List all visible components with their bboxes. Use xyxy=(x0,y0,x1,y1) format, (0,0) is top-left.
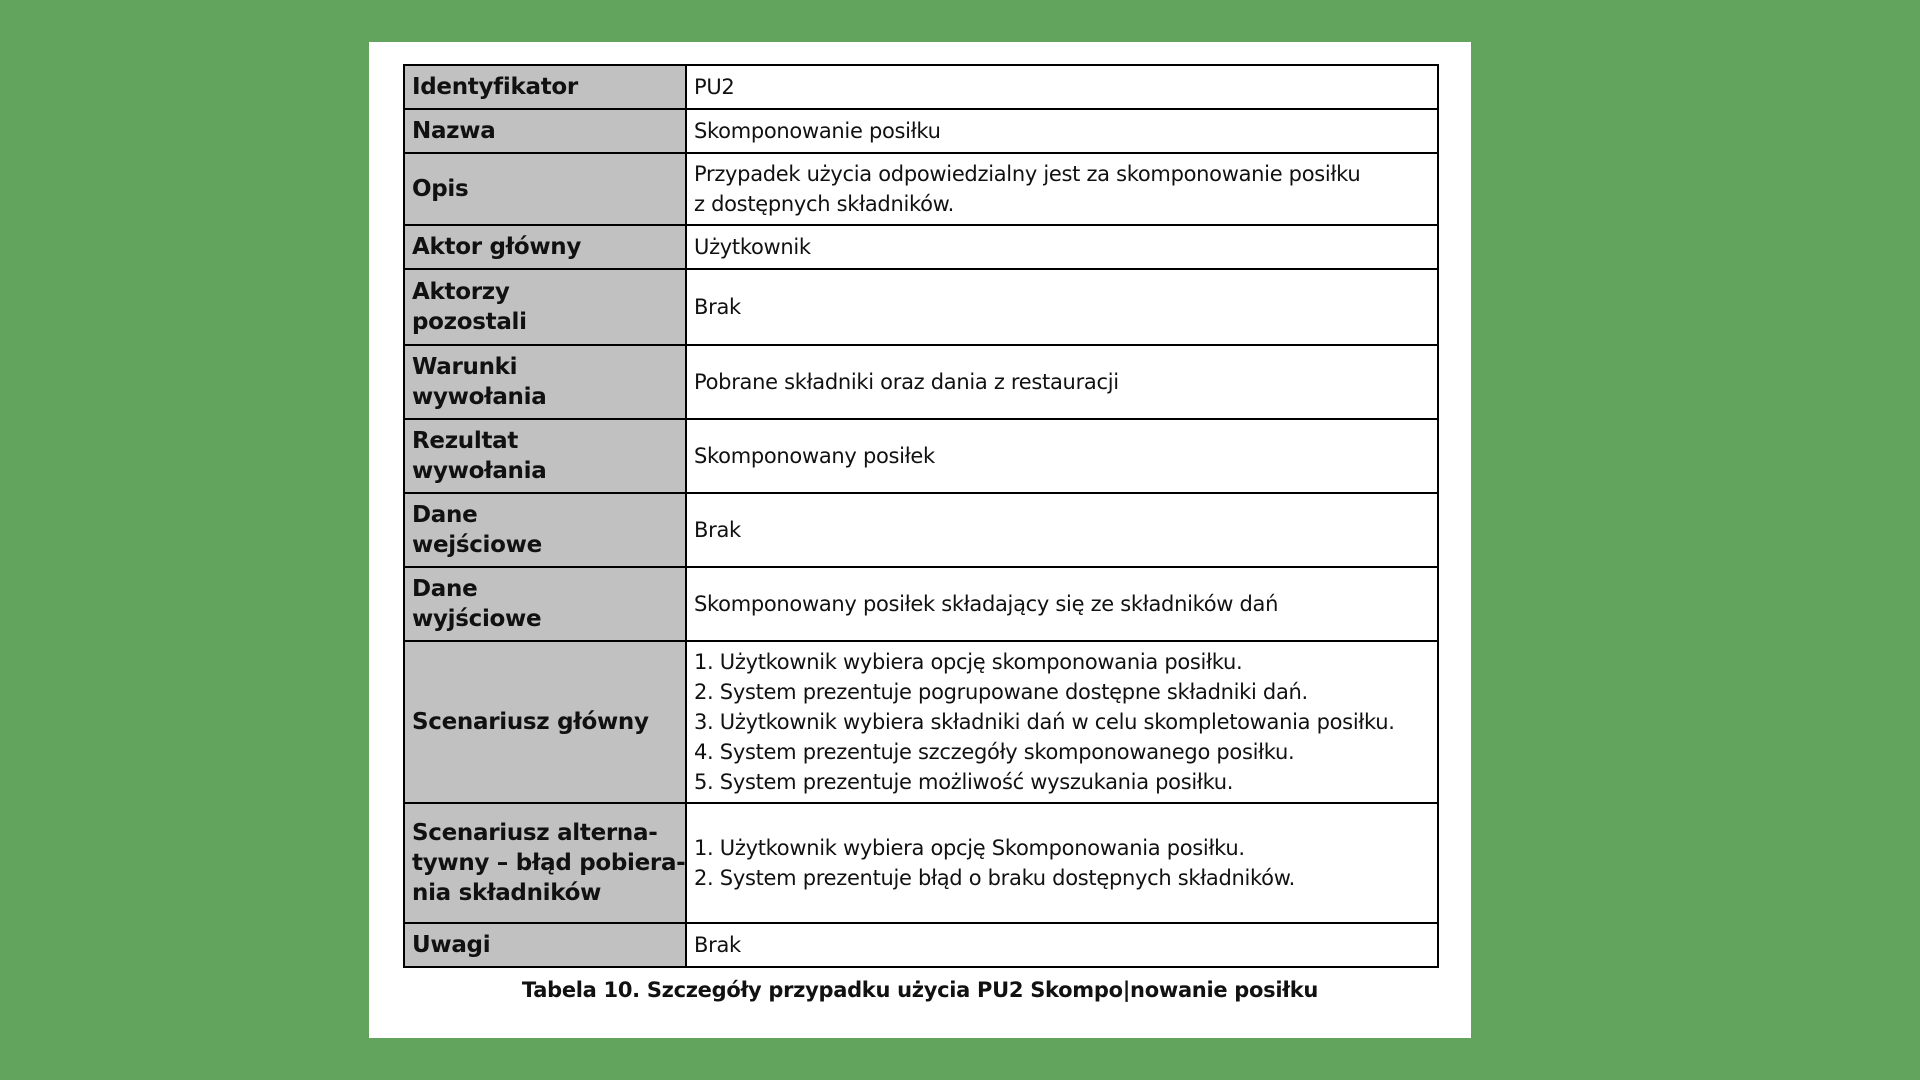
row-dane-wejsciowe xyxy=(404,493,1438,567)
row-aktor-glowny xyxy=(404,225,1438,269)
row-value: Pobrane składniki oraz dania z restauracji xyxy=(686,345,1438,419)
row-scenariusz-glowny xyxy=(404,641,1438,803)
row-rezultat-wywolania xyxy=(404,419,1438,493)
row-scenariusz-alternatywny xyxy=(404,803,1438,923)
row-dane-wyjsciowe xyxy=(404,567,1438,641)
row-label: Scenariusz główny xyxy=(404,641,686,803)
row-value: 1. Użytkownik wybiera opcję Skomponowania posiłku. 2. System prezentuje błąd o braku dostępnych składników. xyxy=(686,803,1438,923)
row-label: Dane wyjściowe xyxy=(404,567,686,641)
row-value: PU2 xyxy=(686,65,1438,109)
row-opis xyxy=(404,153,1438,225)
row-value: Użytkownik xyxy=(686,225,1438,269)
row-label: Aktor główny xyxy=(404,225,686,269)
row-uwagi xyxy=(404,923,1438,967)
row-label: Uwagi xyxy=(404,923,686,967)
row-value: Skomponowany posiłek xyxy=(686,419,1438,493)
row-value: Skomponowanie posiłku xyxy=(686,109,1438,153)
row-value: Przypadek użycia odpowiedzialny jest za skomponowanie posiłku z dostępnych składników. xyxy=(686,153,1438,225)
row-label: Aktorzy pozostali xyxy=(404,269,686,345)
row-aktorzy-pozostali xyxy=(404,269,1438,345)
row-label: Opis xyxy=(404,153,686,225)
row-warunki-wywolania xyxy=(404,345,1438,419)
row-label: Warunki wywołania xyxy=(404,345,686,419)
document-page xyxy=(369,42,1471,1038)
row-value: 1. Użytkownik wybiera opcję skomponowania posiłku. 2. System prezentuje pogrupowane dostępne składniki dań. 3. Użytkownik wybiera składniki dań w celu skompletowania posiłku. 4. System prezentuje szczegóły skomponowanego posiłku. 5. System prezentuje możliwość wyszukania posiłku. xyxy=(686,641,1438,803)
row-value: Brak xyxy=(686,269,1438,345)
row-identyfikator xyxy=(404,65,1438,109)
row-label: Rezultat wywołania xyxy=(404,419,686,493)
row-value: Brak xyxy=(686,493,1438,567)
row-value: Brak xyxy=(686,923,1438,967)
table-caption: Tabela 10. Szczegóły przypadku użycia PU2 Skompo|nowanie posiłku xyxy=(521,978,1319,1002)
use-case-table xyxy=(403,64,1439,968)
row-label: Dane wejściowe xyxy=(404,493,686,567)
row-label: Identyfikator xyxy=(404,65,686,109)
row-nazwa xyxy=(404,109,1438,153)
row-label: Nazwa xyxy=(404,109,686,153)
row-label: Scenariusz alterna- tywny – błąd pobiera- nia składników xyxy=(404,803,686,923)
row-value: Skomponowany posiłek składający się ze składników dań xyxy=(686,567,1438,641)
